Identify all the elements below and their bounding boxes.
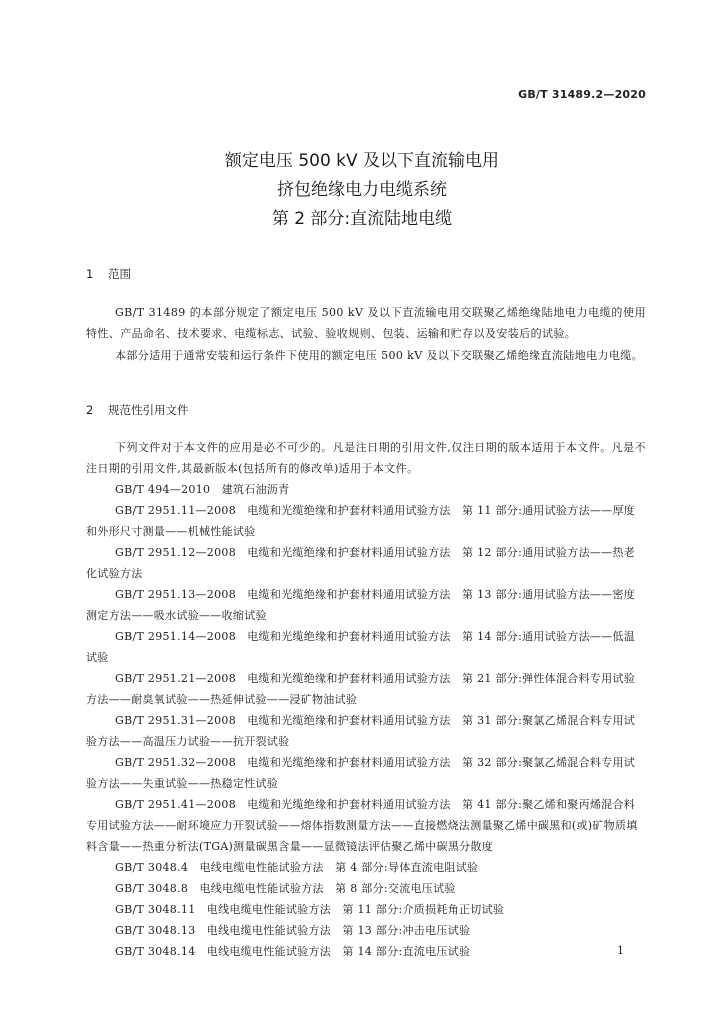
reference-item: GB/T 2951.41—2008 电缆和光缆绝缘和护套材料通用试验方法 第 41 部分:聚乙烯和聚丙烯混合料专用试验方法——耐环境应力开裂试验——熔体指数测量方法——直接燃烧法测量聚乙烯中碳黑和(或)矿物质填料含量——热重分析法(TGA)测量碳黑含量——显微镜法评估聚乙烯中碳黑分散度 [86,798,638,853]
section-number: 2 [86,403,94,417]
section-title: 范围 [108,267,131,281]
reference-item: GB/T 3048.4 电线电缆电性能试验方法 第 4 部分:导体直流电阻试验 [115,861,479,874]
title-line-1: 额定电压 500 kV 及以下直流输电用 [224,151,500,171]
section-1-paragraph-1: GB/T 31489 的本部分规定了额定电压 500 kV 及以下直流输电用交联聚乙烯绝缘陆地电力电缆的使用特性、产品命名、技术要求、电缆标志、试验、验收规则、包装、运输和贮存以及安装后的试验。 [86,306,646,340]
title-line-3: 第 2 部分:直流陆地电缆 [271,209,453,229]
reference-item: GB/T 2951.32—2008 电缆和光缆绝缘和护套材料通用试验方法 第 32 部分:聚氯乙烯混合料专用试验方法——失重试验——热稳定性试验 [86,756,636,790]
reference-item: GB/T 2951.11—2008 电缆和光缆绝缘和护套材料通用试验方法 第 11 部分:通用试验方法——厚度和外形尺寸测量——机械性能试验 [86,504,636,538]
standard-code: GB/T 31489.2—2020 [518,88,646,101]
section-2-heading [86,402,189,418]
reference-item: GB/T 3048.8 电线电缆电性能试验方法 第 8 部分:交流电压试验 [115,882,456,895]
reference-item: GB/T 3048.14 电线电缆电性能试验方法 第 14 部分:直流电压试验 [115,945,471,958]
title-line-2: 挤包绝缘电力电缆系统 [277,180,447,200]
section-1-heading [86,266,131,282]
page-number: 1 [617,944,624,957]
reference-item: GB/T 3048.11 电线电缆电性能试验方法 第 11 部分:介质损耗角正切试验 [115,903,505,916]
reference-item: GB/T 2951.14—2008 电缆和光缆绝缘和护套材料通用试验方法 第 14 部分:通用试验方法——低温试验 [86,630,636,664]
section-number: 1 [86,267,94,281]
section-title: 规范性引用文件 [108,403,189,417]
reference-item: GB/T 2951.12—2008 电缆和光缆绝缘和护套材料通用试验方法 第 12 部分:通用试验方法——热老化试验方法 [86,546,636,580]
reference-item: GB/T 3048.13 电线电缆电性能试验方法 第 13 部分:冲击电压试验 [115,924,471,937]
section-1-paragraph-2: 本部分适用于通常安装和运行条件下使用的额定电压 500 kV 及以下交联聚乙烯绝缘直流陆地电力电缆。 [115,349,644,362]
reference-item: GB/T 2951.13—2008 电缆和光缆绝缘和护套材料通用试验方法 第 13 部分:通用试验方法——密度测定方法——吸水试验——收缩试验 [86,588,636,622]
reference-item: GB/T 2951.21—2008 电缆和光缆绝缘和护套材料通用试验方法 第 21 部分:弹性体混合料专用试验方法——耐臭氧试验——热延伸试验——浸矿物油试验 [86,672,636,706]
reference-item: GB/T 2951.31—2008 电缆和光缆绝缘和护套材料通用试验方法 第 31 部分:聚氯乙烯混合料专用试验方法——高温压力试验——抗开裂试验 [86,714,636,748]
section-2-intro: 下列文件对于本文件的应用是必不可少的。凡是注日期的引用文件,仅注日期的版本适用于本文件。凡是不注日期的引用文件,其最新版本(包括所有的修改单)适用于本文件。 [86,441,646,475]
reference-item: GB/T 494—2010 建筑石油沥青 [115,483,290,496]
